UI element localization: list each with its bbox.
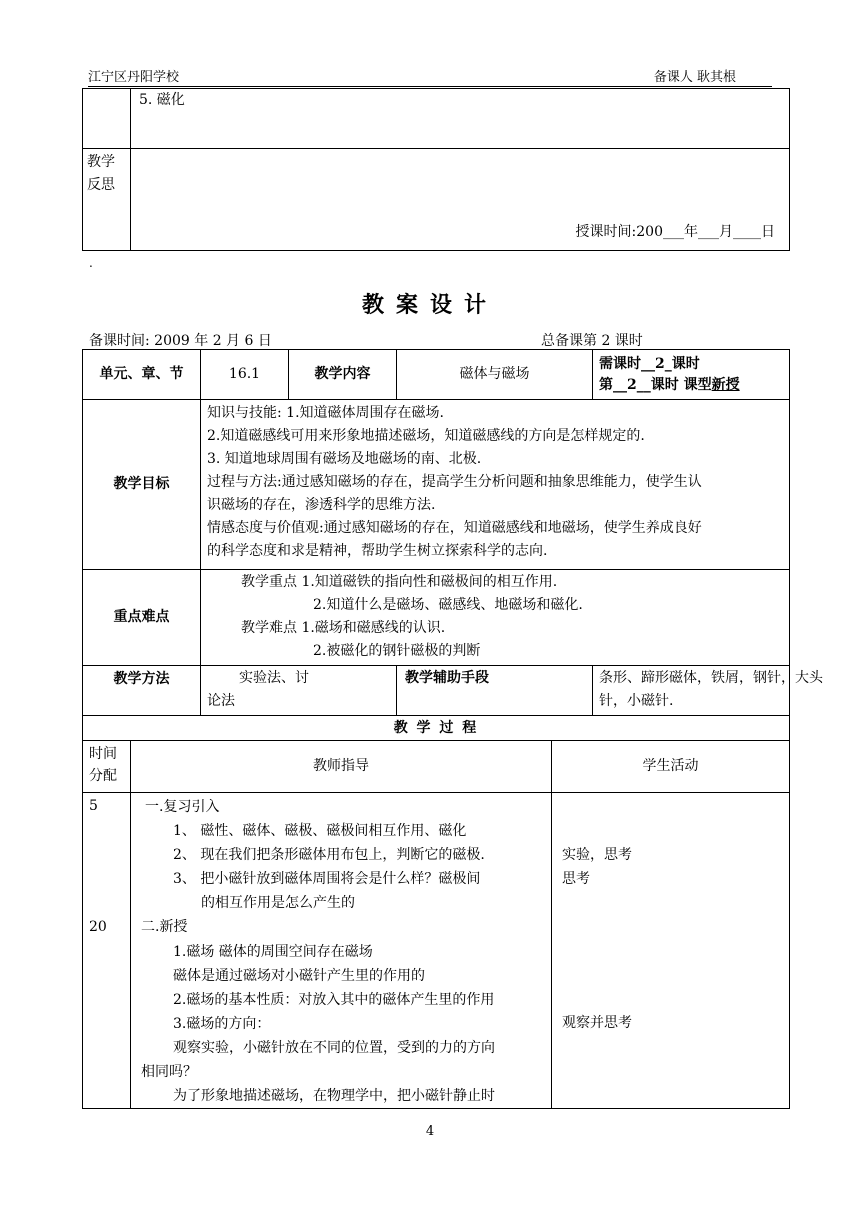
school-name: 江宁区丹阳学校 bbox=[88, 70, 180, 85]
top-table bbox=[82, 88, 790, 251]
dot-mark: . bbox=[89, 256, 93, 270]
reflection-label: 教学 反思 bbox=[83, 149, 131, 251]
content-label: 教学内容 bbox=[289, 350, 397, 400]
preparer-name: 备课人 耿其根 bbox=[653, 70, 736, 85]
teacher-header: 教师指导 bbox=[131, 741, 552, 793]
page-number: 4 bbox=[425, 1124, 435, 1139]
time-cell bbox=[83, 793, 131, 1109]
process-title: 教 学 过 程 bbox=[83, 716, 790, 741]
method-value: 实验法、讨 论法 bbox=[201, 666, 397, 716]
unit-value: 16.1 bbox=[201, 350, 289, 400]
page-header bbox=[88, 66, 772, 87]
prep-time: 备课时间: 2009 年 2 月 6 日 bbox=[89, 333, 272, 349]
aids-value: 条形、蹄形磁体，铁屑，钢针，大头 针，小磁针. bbox=[593, 666, 790, 716]
time-new: 20 bbox=[89, 919, 107, 935]
page-title: 教案设计 bbox=[361, 292, 498, 318]
time-header: 时间 分配 bbox=[83, 741, 131, 793]
unit-label: 单元、章、节 bbox=[83, 350, 201, 400]
student-header: 学生活动 bbox=[552, 741, 790, 793]
total-lessons: 总备课第 2 课时 bbox=[541, 333, 643, 349]
content-value: 磁体与磁场 bbox=[397, 350, 593, 400]
time-review: 5 bbox=[89, 798, 98, 814]
lesson-info-table bbox=[82, 349, 823, 741]
teacher-cell: 一.复习引入 1、 磁性、磁体、磁极、磁极间相互作用、磁化 2、 现在我们把条形磁体用布包上，判断它的磁极. 3、 把小磁针放到磁体周围将会是什么样？磁极间 的相互作用是怎么产生的 二.新授 1.磁场 磁体的周围空间存在磁场 磁体是通过磁场对小磁针产生里的作用的 2.磁场的基本性质：对放入其中的磁体产生里的作用 3.磁场的方向： 观察实验，小磁针放在不同的位置，受到的力的方向 相同吗？ 为了形象地描述磁场，在物理学中，把小磁针静止时 bbox=[131, 793, 552, 1109]
magnetization-item: 5. 磁化 bbox=[131, 89, 790, 149]
process-table bbox=[82, 740, 790, 1109]
student-activity-3: 观察并思考 bbox=[562, 1015, 632, 1031]
aids-label: 教学辅助手段 bbox=[397, 666, 593, 716]
reflection-cell bbox=[131, 149, 790, 251]
goals-label: 教学目标 bbox=[83, 400, 201, 570]
method-label: 教学方法 bbox=[83, 666, 201, 716]
student-activity-2: 思考 bbox=[562, 871, 590, 887]
hours-cell: 需课时__2_课时 第__2__课时 课型新授 bbox=[593, 350, 790, 400]
teach-time: 授课时间:200___年___月____日 bbox=[575, 224, 775, 240]
student-activity-1: 实验，思考 bbox=[562, 847, 632, 863]
key-label: 重点难点 bbox=[83, 570, 201, 666]
goals-cell: 知识与技能: 1.知道磁体周围存在磁场. 2.知道磁感线可用来形象地描述磁场，知道磁感线的方向是怎样规定的. 3. 知道地球周围有磁场及地磁场的南、北极. 过程与方法:通过感知磁场的存在，提高学生分析问题和抽象思维能力，使学生认 识磁场的存在，渗透科学的思维方法. 情感态度与价值观:通过感知磁场的存在，知道磁感线和地磁场，使学生养成良好 的科学态度和求是精神，帮助学生树立探索科学的志向. bbox=[201, 400, 790, 570]
student-cell bbox=[552, 793, 790, 1109]
key-cell: 教学重点 1.知道磁铁的指向性和磁极间的相互作用. 2.知道什么是磁场、磁感线、地磁场和磁化. 教学难点 1.磁场和磁感线的认识. 2.被磁化的钢针磁极的判断 bbox=[201, 570, 790, 666]
